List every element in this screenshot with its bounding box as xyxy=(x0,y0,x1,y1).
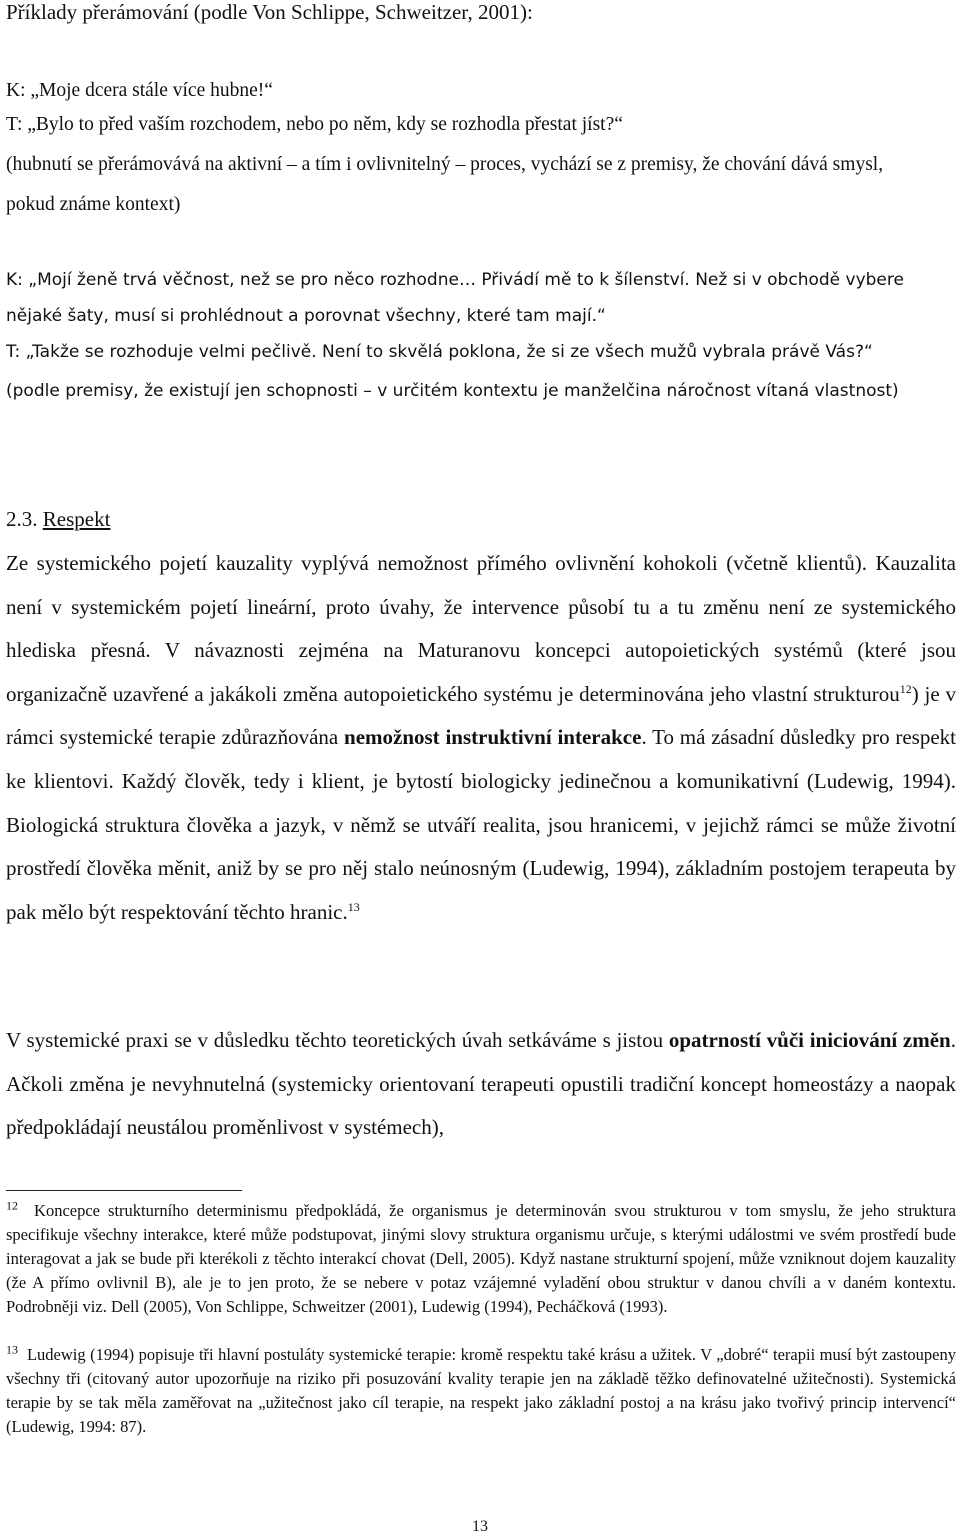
examples-heading: Příklady přerámování (podle Von Schlippe, Schweitzer, 2001): xyxy=(6,0,533,24)
example1-therapist-line: T: „Bylo to před vaším rozchodem, nebo po něm, kdy se rozhodla přestat jíst?“ xyxy=(6,114,623,135)
example2-note: (podle premisy, že existují jen schopnosti – v určitém kontextu je manželčina náročnost vítaná vlastnost) xyxy=(6,381,899,401)
footnote-13-text: Ludewig (1994) popisuje tři hlavní postuláty systemické terapie: kromě respektu také krásu a užitek. V „dobré“ terapii musí být zastoupeny všechny tři (citovaný autor upozorňuje na riziko při posuzování kvality terapie jen na základě těžko definovatelné užitečnosti). Systemická terapie by se tak měla zaměřovat na „užitečnost jako cíl terapie, na respekt jako základní postoj a na krásu jako tvořivý princip intervencí“ (Ludewig, 1994: 87). xyxy=(6,1345,956,1436)
p1-text-a: Ze systemického pojetí kauzality vyplývá nemožnost přímého ovlivnění kohokoli (včetně klientů). Kauzalita není v systemickém pojetí lineární, proto úvahy, že intervence působí tu a tu změnu není ze systemického hlediska přesná. V návaznosti zejména na Maturanovu koncepci autopoietických systémů (které jsou organizačně uzavřené a jakákoli změna autopoietického systému je determinována jeho vlastní strukturou xyxy=(6,551,956,706)
example2-client-line1-text: K: „Mojí ženě trvá věčnost, než se pro něco rozhodne… Přivádí mě to k šílenství. Než si v obchodě vybere xyxy=(6,270,904,290)
section-heading xyxy=(6,507,110,532)
footnote-12-text: Koncepce strukturního determinismu předpokládá, že organismus je determinován svou strukturou v tom smyslu, že jeho struktura specifikuje všechny interakce, které může podstupovat, jinými slovy struktura organismu určuje, s kterými událostmi ve svém prostředí bude interagovat a jak se bude při kterékoli z těchto interakcí chovat (Dell, 2005). Když nastane strukturní spojení, může vzniknout dojem kauzality (že A přímo ovlivnil B), ale je to jen proto, že se nebere v potaz vzájemné vyladění obou struktur v danou chvíli a v daném kontextu. Podrobněji viz. Dell (2005), Von Schlippe, Schweitzer (2001), Ludewig (1994), Pecháčková (1993). xyxy=(6,1201,956,1316)
example2-client-line2: nějaké šaty, musí si prohlédnout a porovnat všechny, které tam mají.“ xyxy=(6,306,606,326)
footnote-ref-13: 13 xyxy=(347,899,360,914)
p2-text-a: V systemické praxi se v důsledku těchto teoretických úvah setkáváme s jistou xyxy=(6,1028,669,1052)
footnote-12-number: 12 xyxy=(6,1198,18,1213)
p1-bold: nemožnost instruktivní interakce xyxy=(344,725,642,750)
example1-client-line: K: „Moje dcera stále více hubne!“ xyxy=(6,80,273,101)
section-title: Respekt xyxy=(42,507,111,531)
page-number: 13 xyxy=(472,1518,488,1535)
body-paragraph-1 xyxy=(6,542,956,934)
section-number: 2.3. xyxy=(6,507,38,531)
footnote-13 xyxy=(6,1343,956,1439)
p1-text-c: . To má zásadní důsledky pro respekt ke klientovi. Každý člověk, tedy i klient, je bytostí biologicky jedinečnou a komunikativní (Ludewig, 1994). Biologická struktura člověka a jazyk, v němž se utváří realita, jsou hranicemi, v jejichž rámci se může životní prostředí člověka měnit, aniž by se pro něj stalo neúnosným (Ludewig, 1994), základním postojem terapeuta by pak mělo být respektování těchto hranic. xyxy=(6,725,957,924)
example1-note-line1: (hubnutí se přerámovává na aktivní – a tím i ovlivnitelný – proces, vychází se z premisy, že chování dává smysl, xyxy=(6,154,884,175)
example2-client-line1 xyxy=(6,270,956,290)
footnote-12 xyxy=(6,1199,956,1319)
footnote-ref-12: 12 xyxy=(899,681,912,696)
footnote-13-number: 13 xyxy=(6,1342,18,1357)
body-paragraph-2 xyxy=(6,1019,956,1150)
p1-text-b: ) je v rámci systemické terapie zdůrazňována xyxy=(6,681,956,750)
example2-therapist-line: T: „Takže se rozhoduje velmi pečlivě. Není to skvělá poklona, že si ze všech mužů vybrala právě Vás?“ xyxy=(6,342,873,362)
p2-text-b: . Ačkoli změna je nevyhnutelná (systemicky orientovaní terapeuti opustili tradiční koncept homeostázy a naopak předpokládají neustálou proměnlivost v systémech), xyxy=(6,1028,956,1140)
footnote-separator xyxy=(6,1190,242,1191)
p2-bold: opatrností vůči iniciování změn xyxy=(668,1028,951,1052)
example1-note-line2: pokud známe kontext) xyxy=(6,194,181,215)
